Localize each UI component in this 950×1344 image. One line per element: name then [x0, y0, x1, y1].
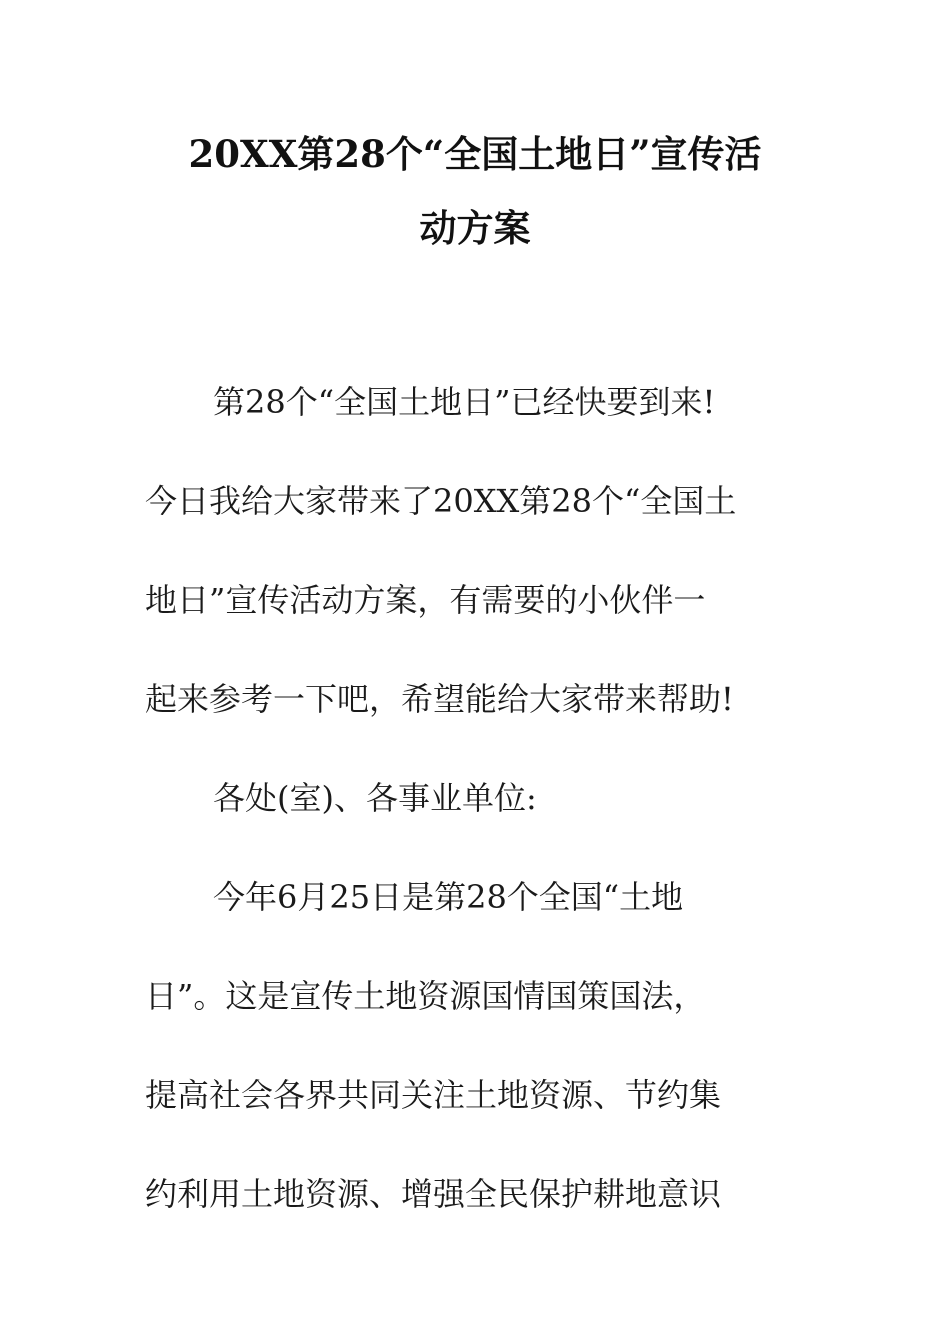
document-title-line-1: 20XX第28个“全国土地日”宣传活 — [188, 132, 762, 176]
document-title-line-2: 动方案 — [419, 206, 531, 250]
paragraph-1-line-2: 今日我给大家带来了20XX第28个“全国土 — [145, 482, 737, 520]
paragraph-2-line-3: 提高社会各界共同关注土地资源、节约集 — [145, 1076, 722, 1114]
paragraph-2-line-1: 今年6月25日是第28个全国“土地 — [213, 878, 684, 916]
salutation-line: 各处(室)、各事业单位: — [213, 779, 537, 817]
paragraph-1-line-3: 地日”宣传活动方案，有需要的小伙伴一 — [145, 581, 706, 619]
paragraph-1-line-4: 起来参考一下吧，希望能给大家带来帮助! — [145, 680, 734, 718]
paragraph-1-line-1: 第28个“全国土地日”已经快要到来! — [213, 383, 716, 421]
paragraph-2-line-4: 约利用土地资源、增强全民保护耕地意识 — [145, 1175, 722, 1213]
paragraph-2-line-2: 日”。这是宣传土地资源国情国策国法， — [145, 977, 706, 1015]
